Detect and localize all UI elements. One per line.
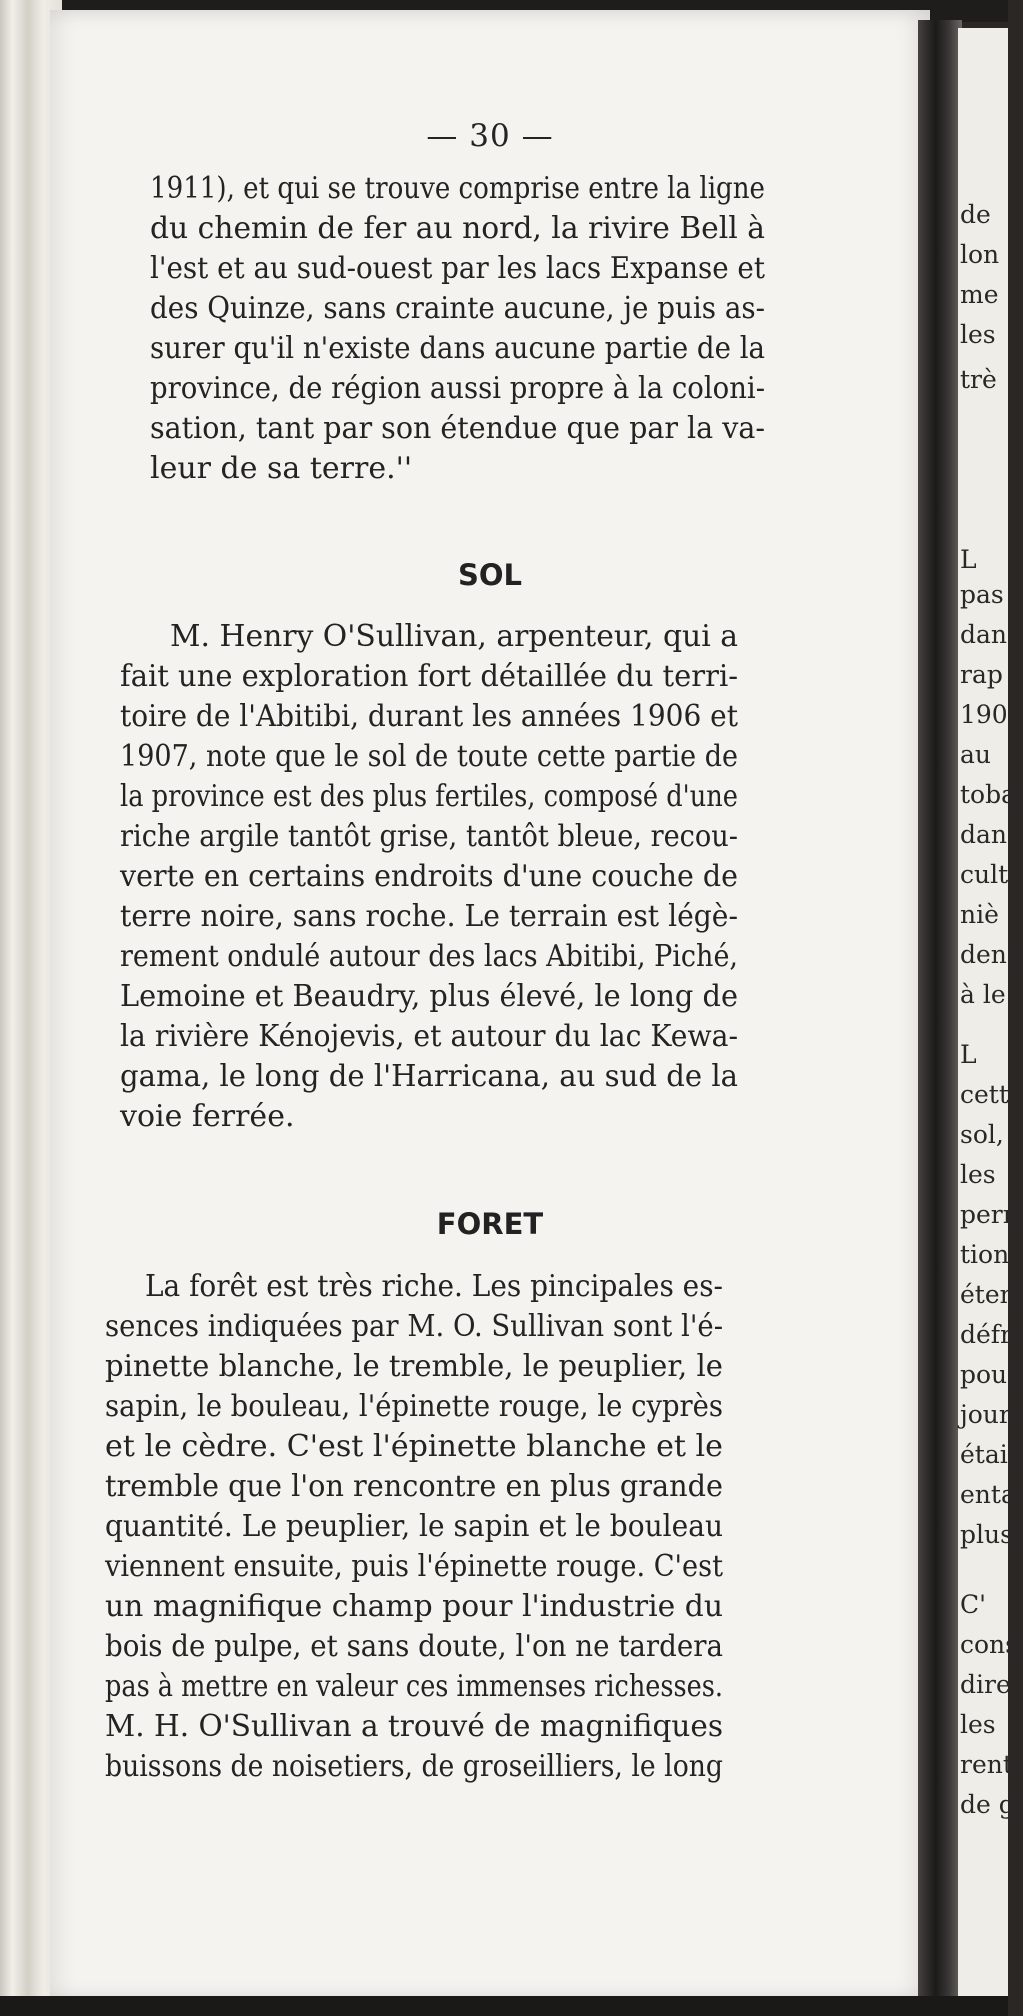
text-line: La forêt est très riche. Les pincipales es- bbox=[145, 1269, 723, 1304]
text-line: voie ferrée. bbox=[120, 1099, 295, 1134]
text-line: terre noire, sans roche. Le terrain est légè- bbox=[120, 899, 738, 934]
text-line: verte en certains endroits d'une couche de bbox=[120, 859, 738, 894]
text-line: 1907, note que le sol de toute cette partie de bbox=[120, 739, 738, 774]
scan-bottom-border bbox=[0, 1996, 1008, 2016]
text-line: la province est des plus fertiles, composé d'une bbox=[120, 779, 738, 814]
text-line: sapin, le bouleau, l'épinette rouge, le cyprès bbox=[105, 1389, 723, 1424]
facing-page-text: étaie bbox=[960, 1440, 1023, 1469]
facing-page-text: à le bbox=[960, 980, 1006, 1009]
facing-page-text: pas bbox=[960, 580, 1004, 609]
text-line: gama, le long de l'Harricana, au sud de la bbox=[120, 1059, 738, 1094]
facing-page-text: au bbox=[960, 740, 992, 769]
text-line: viennent ensuite, puis l'épinette rouge. C'est bbox=[105, 1549, 723, 1584]
facing-page-text: plus bbox=[960, 1520, 1013, 1549]
facing-page-text: les bbox=[960, 320, 996, 349]
facing-page-text: rap bbox=[960, 660, 1003, 689]
facing-page-text: L bbox=[960, 1040, 977, 1069]
facing-page-text: de bbox=[960, 200, 991, 229]
facing-page-text: cett bbox=[960, 1080, 1009, 1109]
facing-page-text: lon bbox=[960, 240, 1000, 269]
text-line: 1911), et qui se trouve comprise entre la ligne bbox=[150, 171, 765, 206]
text-line: M. Henry O'Sullivan, arpenteur, qui a bbox=[170, 619, 738, 654]
facing-page-text: niè bbox=[960, 900, 999, 929]
facing-page-text: pour bbox=[960, 1360, 1020, 1389]
facing-page-text: enta bbox=[960, 1480, 1016, 1509]
facing-page-text: denc bbox=[960, 940, 1021, 969]
text-line: surer qu'il n'existe dans aucune partie de la bbox=[150, 331, 765, 366]
facing-page-text: sol, bbox=[960, 1120, 1004, 1149]
text-line: un magnifique champ pour l'industrie du bbox=[105, 1589, 723, 1624]
text-line: riche argile tantôt grise, tantôt bleue, recou- bbox=[120, 819, 738, 854]
facing-page-text: de g bbox=[960, 1790, 1015, 1819]
facing-page-fragment bbox=[958, 28, 1023, 2016]
heading-foret: FORET bbox=[436, 1207, 544, 1241]
book-page bbox=[50, 10, 930, 2000]
facing-page-text: toba bbox=[960, 780, 1017, 809]
facing-page-text: rent. bbox=[960, 1750, 1021, 1779]
text-line: la rivière Kénojevis, et autour du lac Kewa- bbox=[120, 1019, 738, 1054]
text-line: toire de l'Abitibi, durant les années 1906 et bbox=[120, 699, 738, 734]
facing-page-text: cons bbox=[960, 1630, 1018, 1659]
facing-page-text: C' bbox=[960, 1590, 987, 1619]
text-line: l'est et au sud-ouest par les lacs Expanse et bbox=[150, 251, 765, 286]
text-line: Lemoine et Beaudry, plus élevé, le long de bbox=[120, 979, 738, 1014]
book-gutter bbox=[918, 20, 962, 2016]
facing-page-text: trè bbox=[960, 365, 997, 394]
text-line: buissons de noisetiers, de groseilliers, le long bbox=[105, 1749, 723, 1784]
text-line: M. H. O'Sullivan a trouvé de magnifiques bbox=[105, 1709, 723, 1744]
facing-page-text: les bbox=[960, 1710, 996, 1739]
facing-page-text: dan bbox=[960, 620, 1008, 649]
text-line: du chemin de fer au nord, la rivire Bell à bbox=[150, 211, 765, 246]
facing-page-text: pern bbox=[960, 1200, 1019, 1229]
text-line: rement ondulé autour des lacs Abitibi, Piché, bbox=[120, 939, 738, 974]
facing-page-text: 190 bbox=[960, 700, 1008, 729]
facing-page-text: les bbox=[960, 1160, 996, 1189]
facing-page-text: défr bbox=[960, 1320, 1013, 1349]
text-line: bois de pulpe, et sans doute, l'on ne tardera bbox=[105, 1629, 723, 1664]
heading-sol: SOL bbox=[457, 558, 523, 592]
page-number: — 30 — bbox=[426, 118, 554, 154]
text-line: pas à mettre en valeur ces immenses richesses. bbox=[105, 1669, 723, 1704]
text-line: pinette blanche, le tremble, le peuplier, le bbox=[105, 1349, 723, 1384]
facing-page-text: jour bbox=[960, 1400, 1011, 1429]
text-line: tremble que l'on rencontre en plus grande bbox=[105, 1469, 723, 1504]
facing-page-text: dan bbox=[960, 820, 1008, 849]
facing-page-text: dire bbox=[960, 1670, 1011, 1699]
facing-page-text: L bbox=[960, 545, 977, 574]
text-line: sation, tant par son étendue que par la va- bbox=[150, 411, 765, 446]
text-line: quantité. Le peuplier, le sapin et le bouleau bbox=[105, 1509, 723, 1544]
facing-page-text: cult bbox=[960, 860, 1009, 889]
text-line: sences indiquées par M. O. Sullivan sont l'é- bbox=[105, 1309, 723, 1344]
facing-page-text: tion bbox=[960, 1240, 1010, 1269]
text-line: leur de sa terre.'' bbox=[150, 451, 413, 486]
text-line: fait une exploration fort détaillée du terri- bbox=[120, 659, 738, 694]
text-line: des Quinze, sans crainte aucune, je puis as- bbox=[150, 291, 765, 326]
text-line: province, de région aussi propre à la coloni- bbox=[150, 371, 765, 406]
text-line: et le cèdre. C'est l'épinette blanche et le bbox=[105, 1429, 723, 1464]
facing-page-text: éten bbox=[960, 1280, 1016, 1309]
facing-page-text: me bbox=[960, 280, 999, 309]
